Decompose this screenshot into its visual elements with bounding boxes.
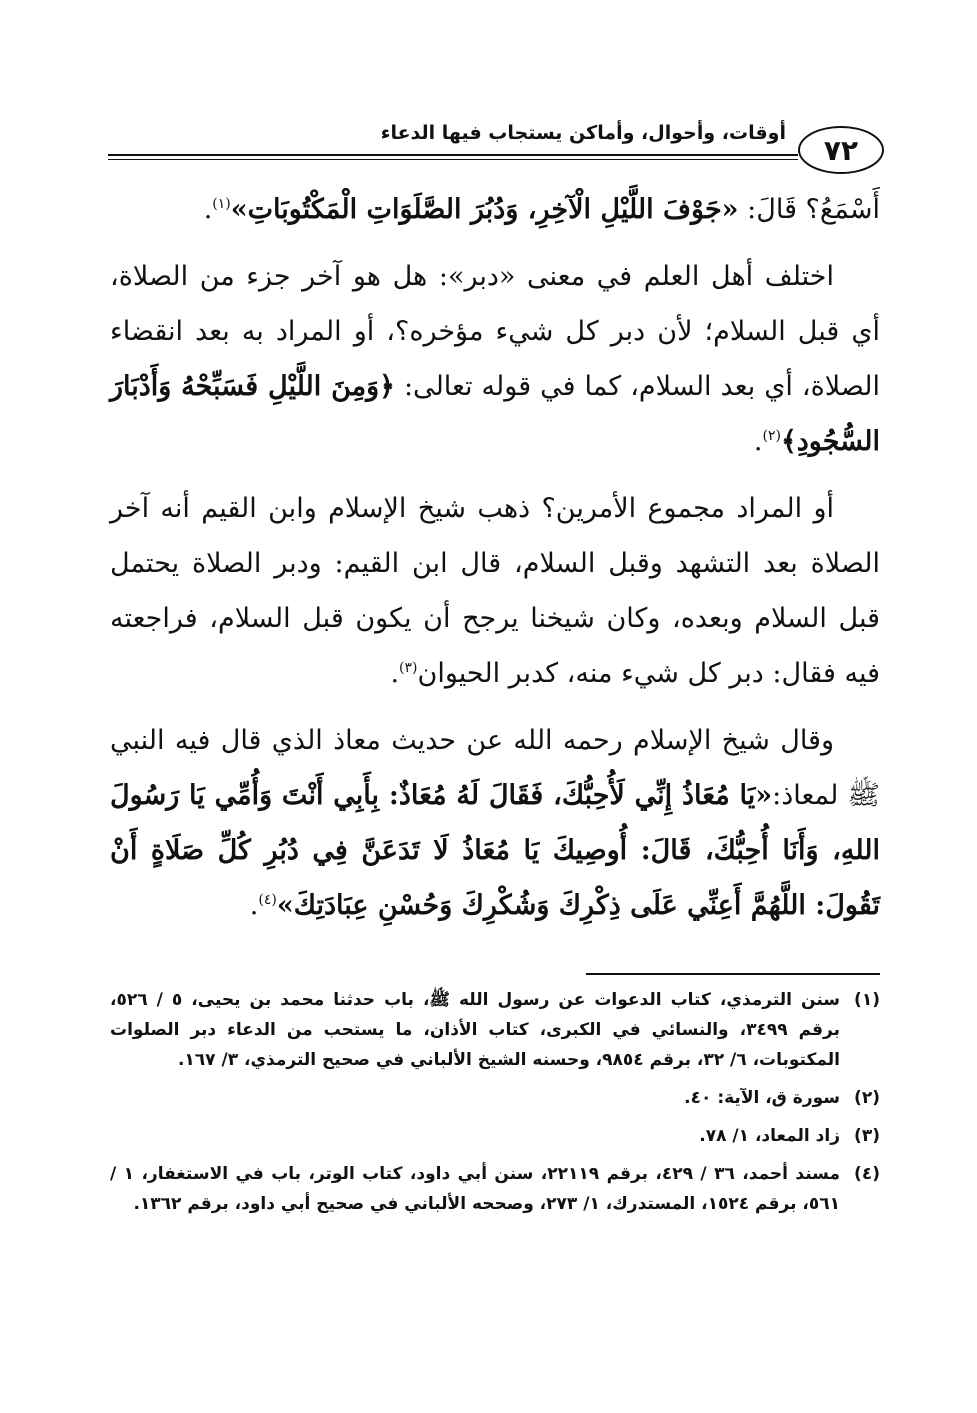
footnote-1: [110, 985, 880, 1075]
header-rule-thin: [108, 159, 798, 160]
footnote-4: [110, 1159, 880, 1219]
paragraph-1: [110, 182, 880, 237]
p4-end: .: [249, 890, 259, 921]
footnote-ref-4[interactable]: (٤): [258, 892, 277, 908]
p3-text: أو المراد مجموع الأمرين؟ ذهب شيخ الإسلام وابن القيم أنه آخر الصلاة بعد التشهد وقبل السلام، قال ابن القيم: ودبر الصلاة يحتمل قبل السلام وبعده، وكان شيخنا يرجح أن يكون قبل السلام، فراجعته فيه فقال: دبر كل شيء منه، كدبر الحيوان: [110, 493, 880, 689]
page-header: [108, 118, 883, 188]
footnote-separator: [586, 973, 880, 975]
footnote-2: [110, 1083, 880, 1113]
paragraph-2: [110, 249, 880, 469]
footnote-text: سورة ق، الآية: ٤٠.: [684, 1088, 840, 1108]
page-number: ٧٢: [798, 126, 884, 174]
running-title: أوقات، وأحوال، وأماكن يستجاب فيها الدعاء: [380, 122, 786, 144]
p2-quran-quote: ﴿وَمِنَ اللَّيْلِ فَسَبِّحْهُ وَأَدْبَارَ السُّجُودِ﴾: [110, 371, 880, 457]
footnote-ref-2[interactable]: (٢): [762, 428, 781, 444]
p2-text: اختلف أهل العلم في معنى «دبر»: هل هو آخر جزء من الصلاة، أي قبل السلام؛ لأن دبر كل شيء مؤخره؟، أو المراد به بعد انقضاء الصلاة، أي بعد السلام، كما في قوله تعالى:: [110, 261, 880, 402]
main-text: [110, 182, 880, 945]
footnote-number: (٢): [854, 1088, 880, 1108]
p4-text: وقال شيخ الإسلام رحمه الله عن حديث معاذ الذي قال فيه النبي ﷺ لمعاذ:: [110, 725, 880, 811]
footnote-text: سنن الترمذي، كتاب الدعوات عن رسول الله ﷺ، باب حدثنا محمد بن يحيى، ٥ / ٥٢٦، برقم ٣٤٩٩، والنسائي في الكبرى، كتاب الأذان، ما يستحب من الدعاء دبر الصلوات المكتوبات، ٦/ ٣٢، برقم ٩٨٥٤، وحسنه الشيخ الألباني في صحيح الترمذي، ٣/ ١٦٧.: [110, 990, 841, 1070]
p3-end: .: [390, 658, 400, 689]
footnote-text: مسند أحمد، ٣٦ / ٤٢٩، برقم ٢٢١١٩، سنن أبي داود، كتاب الوتر، باب في الاستغفار، ١ / ٥٦١، برقم ١٥٢٤، المستدرك، ١/ ٢٧٣، وصححه الألباني في صحيح أبي داود، برقم ١٣٦٢.: [110, 1164, 840, 1214]
header-rule: [108, 154, 798, 156]
p1-hadith-quote: «جَوْفَ اللَّيْلِ الْآخِرِ، وَدُبُرَ الصَّلَوَاتِ الْمَكْتُوبَاتِ»: [230, 194, 739, 225]
paragraph-4: [110, 713, 880, 933]
footnotes: [110, 985, 880, 1227]
p1-end: .: [203, 194, 213, 225]
p2-end: .: [753, 426, 763, 457]
p1-text: أَسْمَعُ؟ قَالَ:: [738, 194, 880, 225]
footnote-number: (١): [854, 990, 880, 1010]
footnote-ref-3[interactable]: (٣): [399, 660, 418, 676]
footnote-3: [110, 1121, 880, 1151]
paragraph-3: [110, 481, 880, 701]
footnote-ref-1[interactable]: (١): [212, 196, 231, 212]
footnote-text: زاد المعاد، ١/ ٧٨.: [699, 1126, 840, 1146]
p4-hadith-quote: «يَا مُعَاذُ إِنِّي لَأُحِبُّكَ، فَقَالَ لَهُ مُعَاذٌ: بِأَبِي أَنْتَ وَأُمِّي يَا رَسُولَ اللهِ، وَأَنَا أُحِبُّكَ، قَالَ: أُوصِيكَ يَا مُعَاذُ لَا تَدَعَنَّ فِي دُبُرِ كُلِّ صَلَاةٍ أَنْ تَقُولَ: اللَّهُمَّ أَعِنِّي عَلَى ذِكْرِكَ وَشُكْرِكَ وَحُسْنِ عِبَادَتِكَ»: [110, 780, 880, 921]
footnote-number: (٤): [854, 1164, 880, 1184]
footnote-number: (٣): [854, 1126, 880, 1146]
